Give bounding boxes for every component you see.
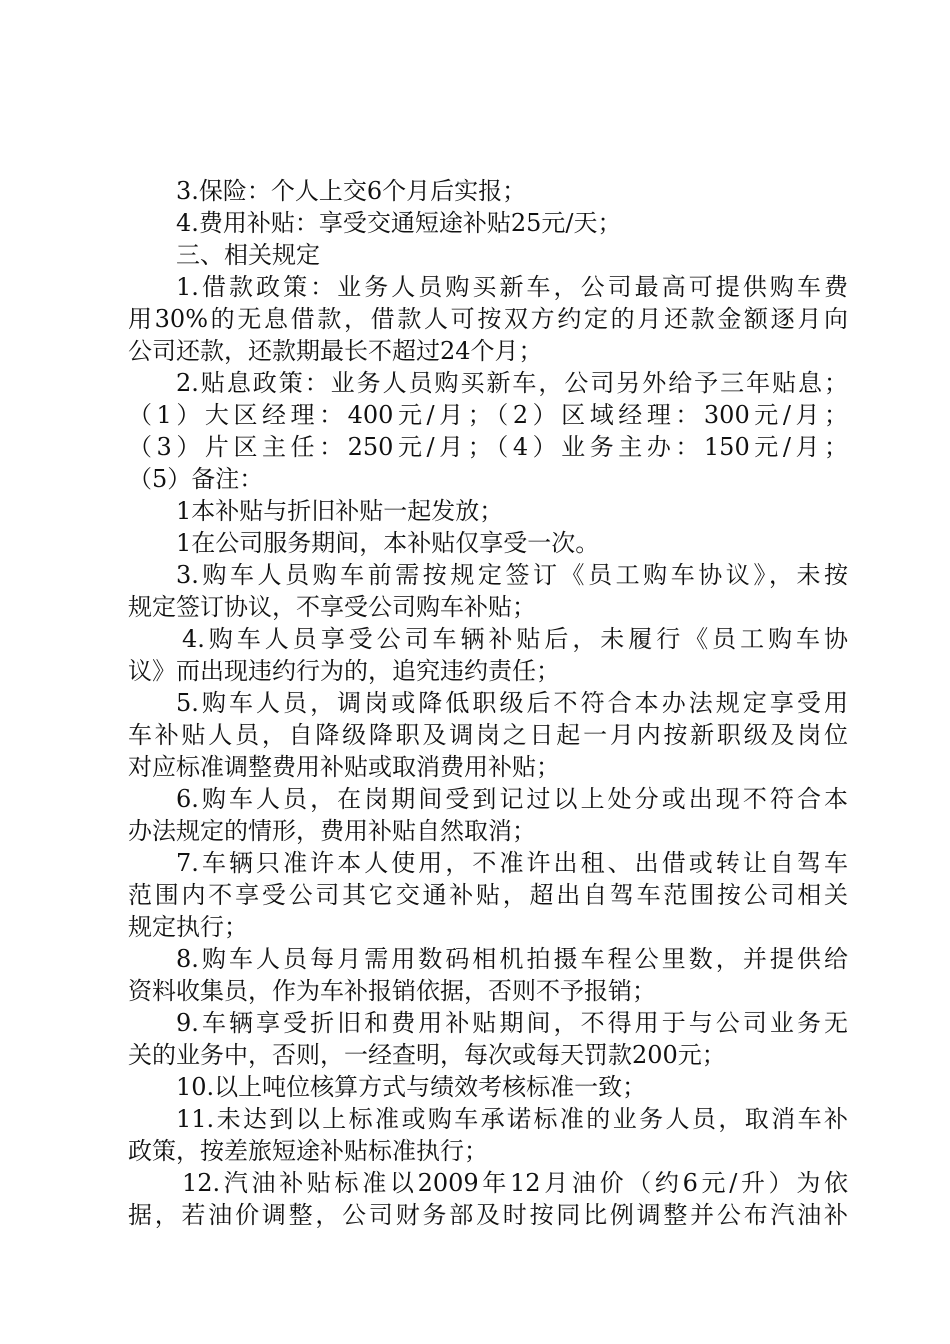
text-line: 对应标准调整费用补贴或取消费用补贴； [128,753,560,781]
text-line: 1本补贴与折旧补贴一起发放； [176,497,504,525]
text-line: 6.购车人员，在岗期间受到记过以上处分或出现不符合本 [176,785,848,813]
text-line: （1）大区经理：400元/月；（2）区域经理：300元/月； [128,401,848,429]
text-line: 7.车辆只准许本人使用，不准许出租、出借或转让自驾车 [176,849,848,877]
text-line: 8.购车人员每月需用数码相机拍摄车程公里数，并提供给 [176,945,848,973]
text-line: 3.购车人员购车前需按规定签订《员工购车协议》，未按 [176,561,848,589]
text-line: （5）备注： [128,465,264,493]
text-line: 1.借款政策：业务人员购买新车，公司最高可提供购车费 [176,273,848,301]
text-line: 关的业务中，否则，一经查明，每次或每天罚款200元； [128,1041,726,1069]
text-line: 规定签订协议，不享受公司购车补贴； [128,593,536,621]
text-line: 9.车辆享受折旧和费用补贴期间，不得用于与公司业务无 [176,1009,848,1037]
text-line: 资料收集员，作为车补报销依据，否则不予报销； [128,977,656,1005]
text-line: 11.未达到以上标准或购车承诺标准的业务人员，取消车补 [176,1105,848,1133]
text-line: 1在公司服务期间，本补贴仅享受一次。 [176,529,600,557]
text-line: 10.以上吨位核算方式与绩效考核标准一致； [176,1073,647,1101]
text-line: （3）片区主任：250元/月；（4）业务主办：150元/月； [128,433,848,461]
text-line: 政策，按差旅短途补贴标准执行； [128,1137,488,1165]
text-line: 4.购车人员享受公司车辆补贴后，未履行《员工购车协 [182,625,848,653]
text-line: 用30%的无息借款，借款人可按双方约定的月还款金额逐月向 [128,305,848,333]
section-heading: 三、相关规定 [176,241,320,269]
text-line: 据，若油价调整，公司财务部及时按同比例调整并公布汽油补 [128,1201,848,1229]
text-line: 5.购车人员，调岗或降低职级后不符合本办法规定享受用 [176,689,848,717]
text-line: 3.保险：个人上交6个月后实报； [176,177,527,205]
text-line: 12.汽油补贴标准以2009年12月油价（约6元/升）为依 [182,1169,848,1197]
text-line: 规定执行； [128,913,248,941]
text-line: 4.费用补贴：享受交通短途补贴25元/天； [176,209,622,237]
text-line: 2.贴息政策：业务人员购买新车，公司另外给予三年贴息； [176,369,848,397]
text-line: 办法规定的情形，费用补贴自然取消； [128,817,536,845]
text-line: 议》而出现违约行为的，追究违约责任； [128,657,560,685]
text-line: 范围内不享受公司其它交通补贴，超出自驾车范围按公司相关 [128,881,848,909]
text-line: 公司还款，还款期最长不超过24个月； [128,337,543,365]
text-line: 车补贴人员，自降级降职及调岗之日起一月内按新职级及岗位 [128,721,848,749]
